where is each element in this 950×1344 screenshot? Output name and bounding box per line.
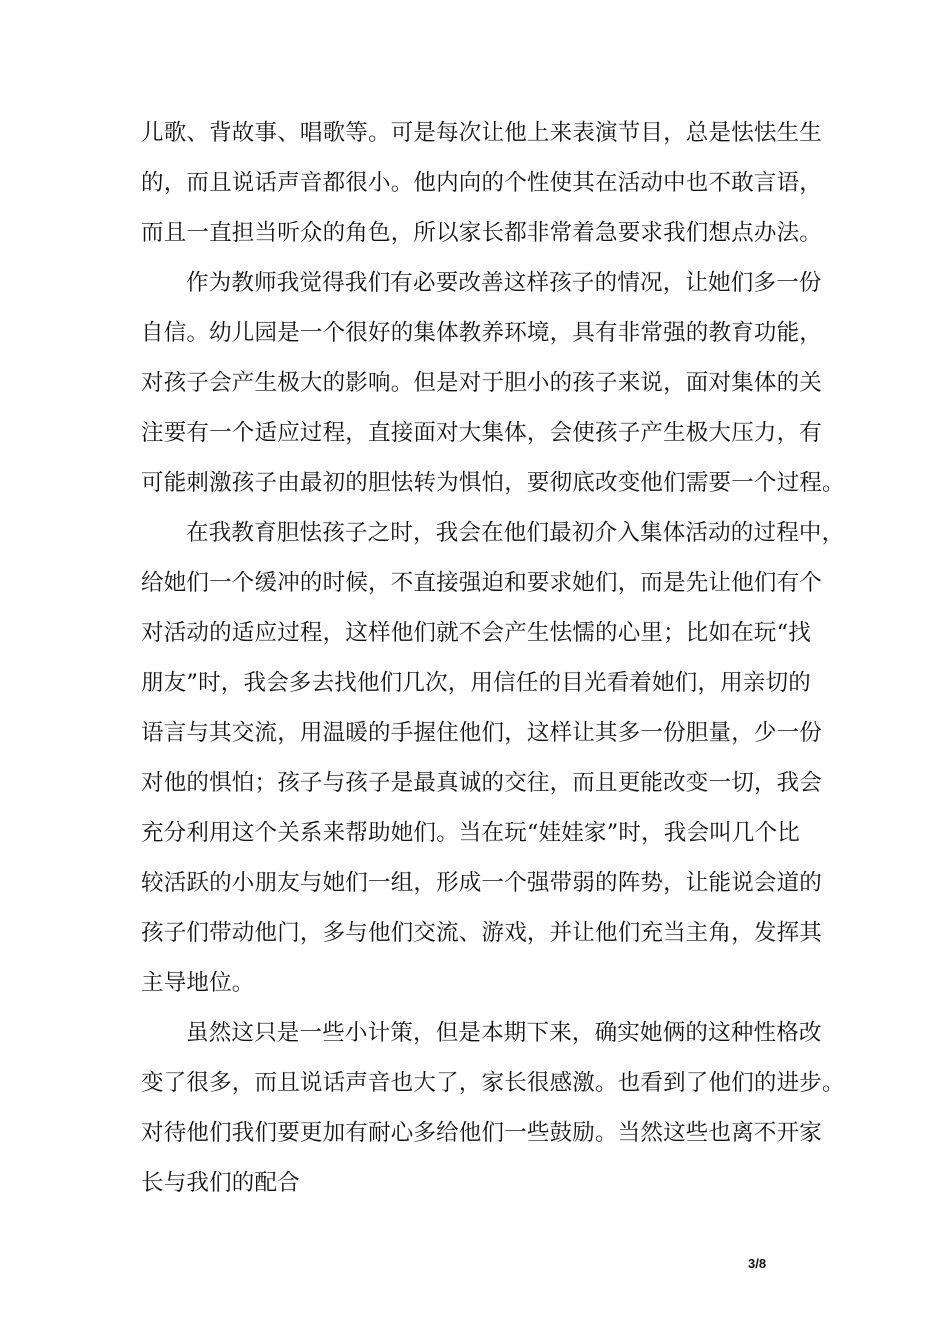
text-line: 对待他们我们要更加有耐心多给他们一些鼓励。当然这些也离不开家 <box>141 1120 823 1146</box>
text-line: 而且一直担当听众的角色，所以家长都非常着急要求我们想点办法。 <box>141 220 823 246</box>
text-line: 自信。幼儿园是一个很好的集体教养环境，具有非常强的教育功能， <box>141 320 823 346</box>
text-line: 长与我们的配合 <box>141 1170 300 1196</box>
page-number: 3/8 <box>748 1256 767 1271</box>
paragraph-start-line: 虽然这只是一些小计策，但是本期下来，确实她俩的这种性格改 <box>186 1020 822 1046</box>
body-text <box>141 108 845 1208</box>
text-line: 充分利用这个关系来帮助她们。当在玩“娃娃家”时，我会叫几个比 <box>141 820 801 846</box>
text-line: 较活跃的小朋友与她们一组，形成一个强带弱的阵势，让能说会道的 <box>141 870 823 896</box>
text-line: 变了很多，而且说话声音也大了，家长很感激。也看到了他们的进步。 <box>141 1070 845 1096</box>
text-line: 语言与其交流，用温暖的手握住他们，这样让其多一份胆量，少一份 <box>141 720 823 746</box>
text-line: 对孩子会产生极大的影响。但是对于胆小的孩子来说，面对集体的关 <box>141 370 823 396</box>
text-line: 朋友”时，我会多去找他们几次，用信任的目光看着她们，用亲切的 <box>141 670 812 696</box>
text-line: 孩子们带动他门，多与他们交流、游戏，并让他们充当主角，发挥其 <box>141 920 823 946</box>
text-line: 给她们一个缓冲的时候，不直接强迫和要求她们，而是先让他们有个 <box>141 570 823 596</box>
text-line: 儿歌、背故事、唱歌等。可是每次让他上来表演节目，总是怯怯生生 <box>141 120 823 146</box>
text-line: 主导地位。 <box>141 970 255 996</box>
text-line: 对活动的适应过程，这样他们就不会产生怯懦的心里；比如在玩“找 <box>141 620 812 646</box>
text-line: 可能刺激孩子由最初的胆怯转为惧怕，要彻底改变他们需要一个过程。 <box>141 470 845 496</box>
text-line: 对他的惧怕；孩子与孩子是最真诚的交往，而且更能改变一切，我会 <box>141 770 823 796</box>
text-line: 注要有一个适应过程，直接面对大集体，会使孩子产生极大压力，有 <box>141 420 823 446</box>
text-line: 的，而且说话声音都很小。他内向的个性使其在活动中也不敢言语， <box>141 170 823 196</box>
paragraph-start-line: 作为教师我觉得我们有必要改善这样孩子的情况，让她们多一份 <box>186 270 822 296</box>
paragraph-start-line: 在我教育胆怯孩子之时，我会在他们最初介入集体活动的过程中， <box>186 520 845 546</box>
